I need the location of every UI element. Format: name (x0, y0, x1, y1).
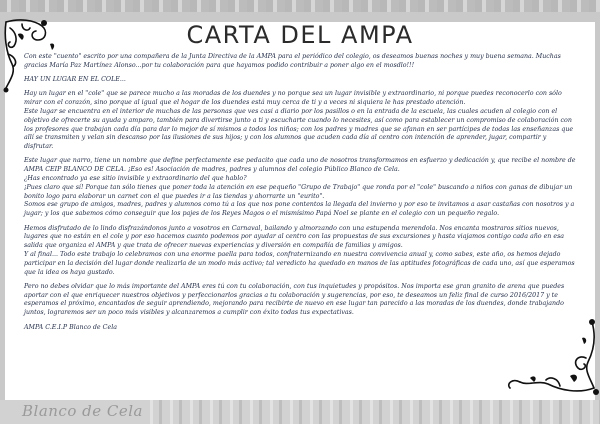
body-paragraph: Hemos disfrutado de lo lindo disfrazándonos junto a vosotros en Carnaval, bailando y almorzando con una estupenda merendola. Nos encanta mostraros sitios nuevos, lugares que no están en el cole y por eso hacemos cuanto podemos por ayudar al centro con las propuestas de sus excursiones y hasta viajamos contigo cada año en esa salida que organiza el AMPA y que trata de ofrecer nuevas experiencias y diversión en compañía de familias y amigos. (24, 224, 565, 250)
letter-body (24, 53, 580, 338)
body-paragraph: Y al final... Todo este trabajo lo celebramos con una enorme paella para todos, confraternizando en nuestra convivencia anual y, como sabes, este año, os hemos dejado participar en la decisión del lugar donde realizarla de un modo más activo; tal veredicto ha quedado en manos de las aptitudes fotográficas de cada uno, así que esperamos que la idea os haya gustado. (24, 250, 575, 276)
page-title: CARTA DEL AMPA (186, 21, 414, 49)
body-paragraph: Este lugar se encuentra en el interior de muchas de las personas que ves casi a diario por los pasillos o en la entrada de la escuela, las cuales acuden al colegio con el objetivo de ofrecerte su ayuda y amparo, también para divertirse junto a ti y escucharte cuando lo necesites, así como para establecer un compromiso de colaboración con los profesores que trabajan cada día para dar lo mejor de sí mismos a todos los niños; con los padres y madres que se afanan en ser partícipes de todas las enseñanzas que allí se transmiten y velan sin descanso por las ilusiones de sus hijos; y con los alumnos que acuden cada día al centro con intención de aprender, jugar, compartir y (24, 107, 574, 142)
bottom-texture-band (0, 400, 600, 424)
top-texture-strip (0, 0, 600, 12)
body-paragraph: Pero no debes olvidar que lo más importante del AMPA eres tú con tu colaboración, con tus inquietudes y propósitos. Nos importa ese gran granito de arena que puedes aportar con el que enriquecer nuestros objetivos y perfeccionarlos gracias a tu colaboración y sugerencias, por eso, te deseamos un feliz final de curso 2016/2017 y te esperamos el próximo, encantados de seguir aprendiendo, mejorando para recibirte de nuevo en ese lugar tan parecido a las moradas de los duendes, donde trabajando juntos, lograremos ser un poco más visibles y alcanzaremos a cumplir con éxito todas tus expectativas. (24, 282, 565, 317)
background-watermark-text: Blanco de Cela (22, 402, 143, 420)
body-paragraph: Este lugar que narro, tiene un nombre que define perfectamente ese pedacito que cada uno de nosotros transformamos en esfuerzo y dedicación y, que recibe el nombre de AMPA CEIP BLANCO DE CELA. ¡Eso es! Asociación de madres, padres y alumnos del colegio Público Blanco de Cela. (24, 157, 576, 174)
body-paragraph: ¿Has encontrado ya ese sitio invisible y extraordinario del que hablo? (24, 175, 247, 183)
body-paragraph: Somos ese grupo de amigos, madres, padres y alumnos como tú a los que nos pone contentos la llegada del invierno y por eso te invitamos a asar castañas con nosotros y a jugar; y los que sabemos cómo conseguir que los pajes de los Reyes Magos o el mismísimo Papá Noel se plante en el colegio con un pequeño regalo. (24, 201, 575, 218)
body-paragraph: disfrutar. (24, 143, 54, 151)
section-heading: HAY UN LUGAR EN EL COLE... (24, 76, 126, 84)
body-paragraph: ¡Pues claro que sí! Porque tan sólo tienes que poner toda la atención en ese pequeño "Grupo de Trabajo" que ronda por el "cole" buscando a niños con ganas de dibujar un bonito logo para elaborar un carnet con el que puedes ir a las tiendas y ahorrarte un "eurito". (24, 183, 573, 200)
signature: AMPA C.E.I.P Blanco de Cela (24, 323, 117, 331)
texture-overlay (150, 400, 600, 424)
body-paragraph: Hay un lugar en el "cole" que se parece mucho a las moradas de los duendes y no porque sea un lugar invisible y extraordinario, ni porque puedes reconocerlo con sólo mirar con el corazón, sino porque al igual que el hogar de los duendes está muy cerca de ti y a veces ni siquiera le has prestado atención. (24, 90, 562, 107)
intro-paragraph: Con este "cuento" escrito por una compañera de la Junta Directiva de la AMPA para el periódico del colegio, os deseamos buenas noches y muy buena semana. Muchas gracias María Paz Martínez Alonso...por tu colaboración para que hayamos podido contribuir a poner algo en el mosdlo!!! (24, 53, 561, 69)
